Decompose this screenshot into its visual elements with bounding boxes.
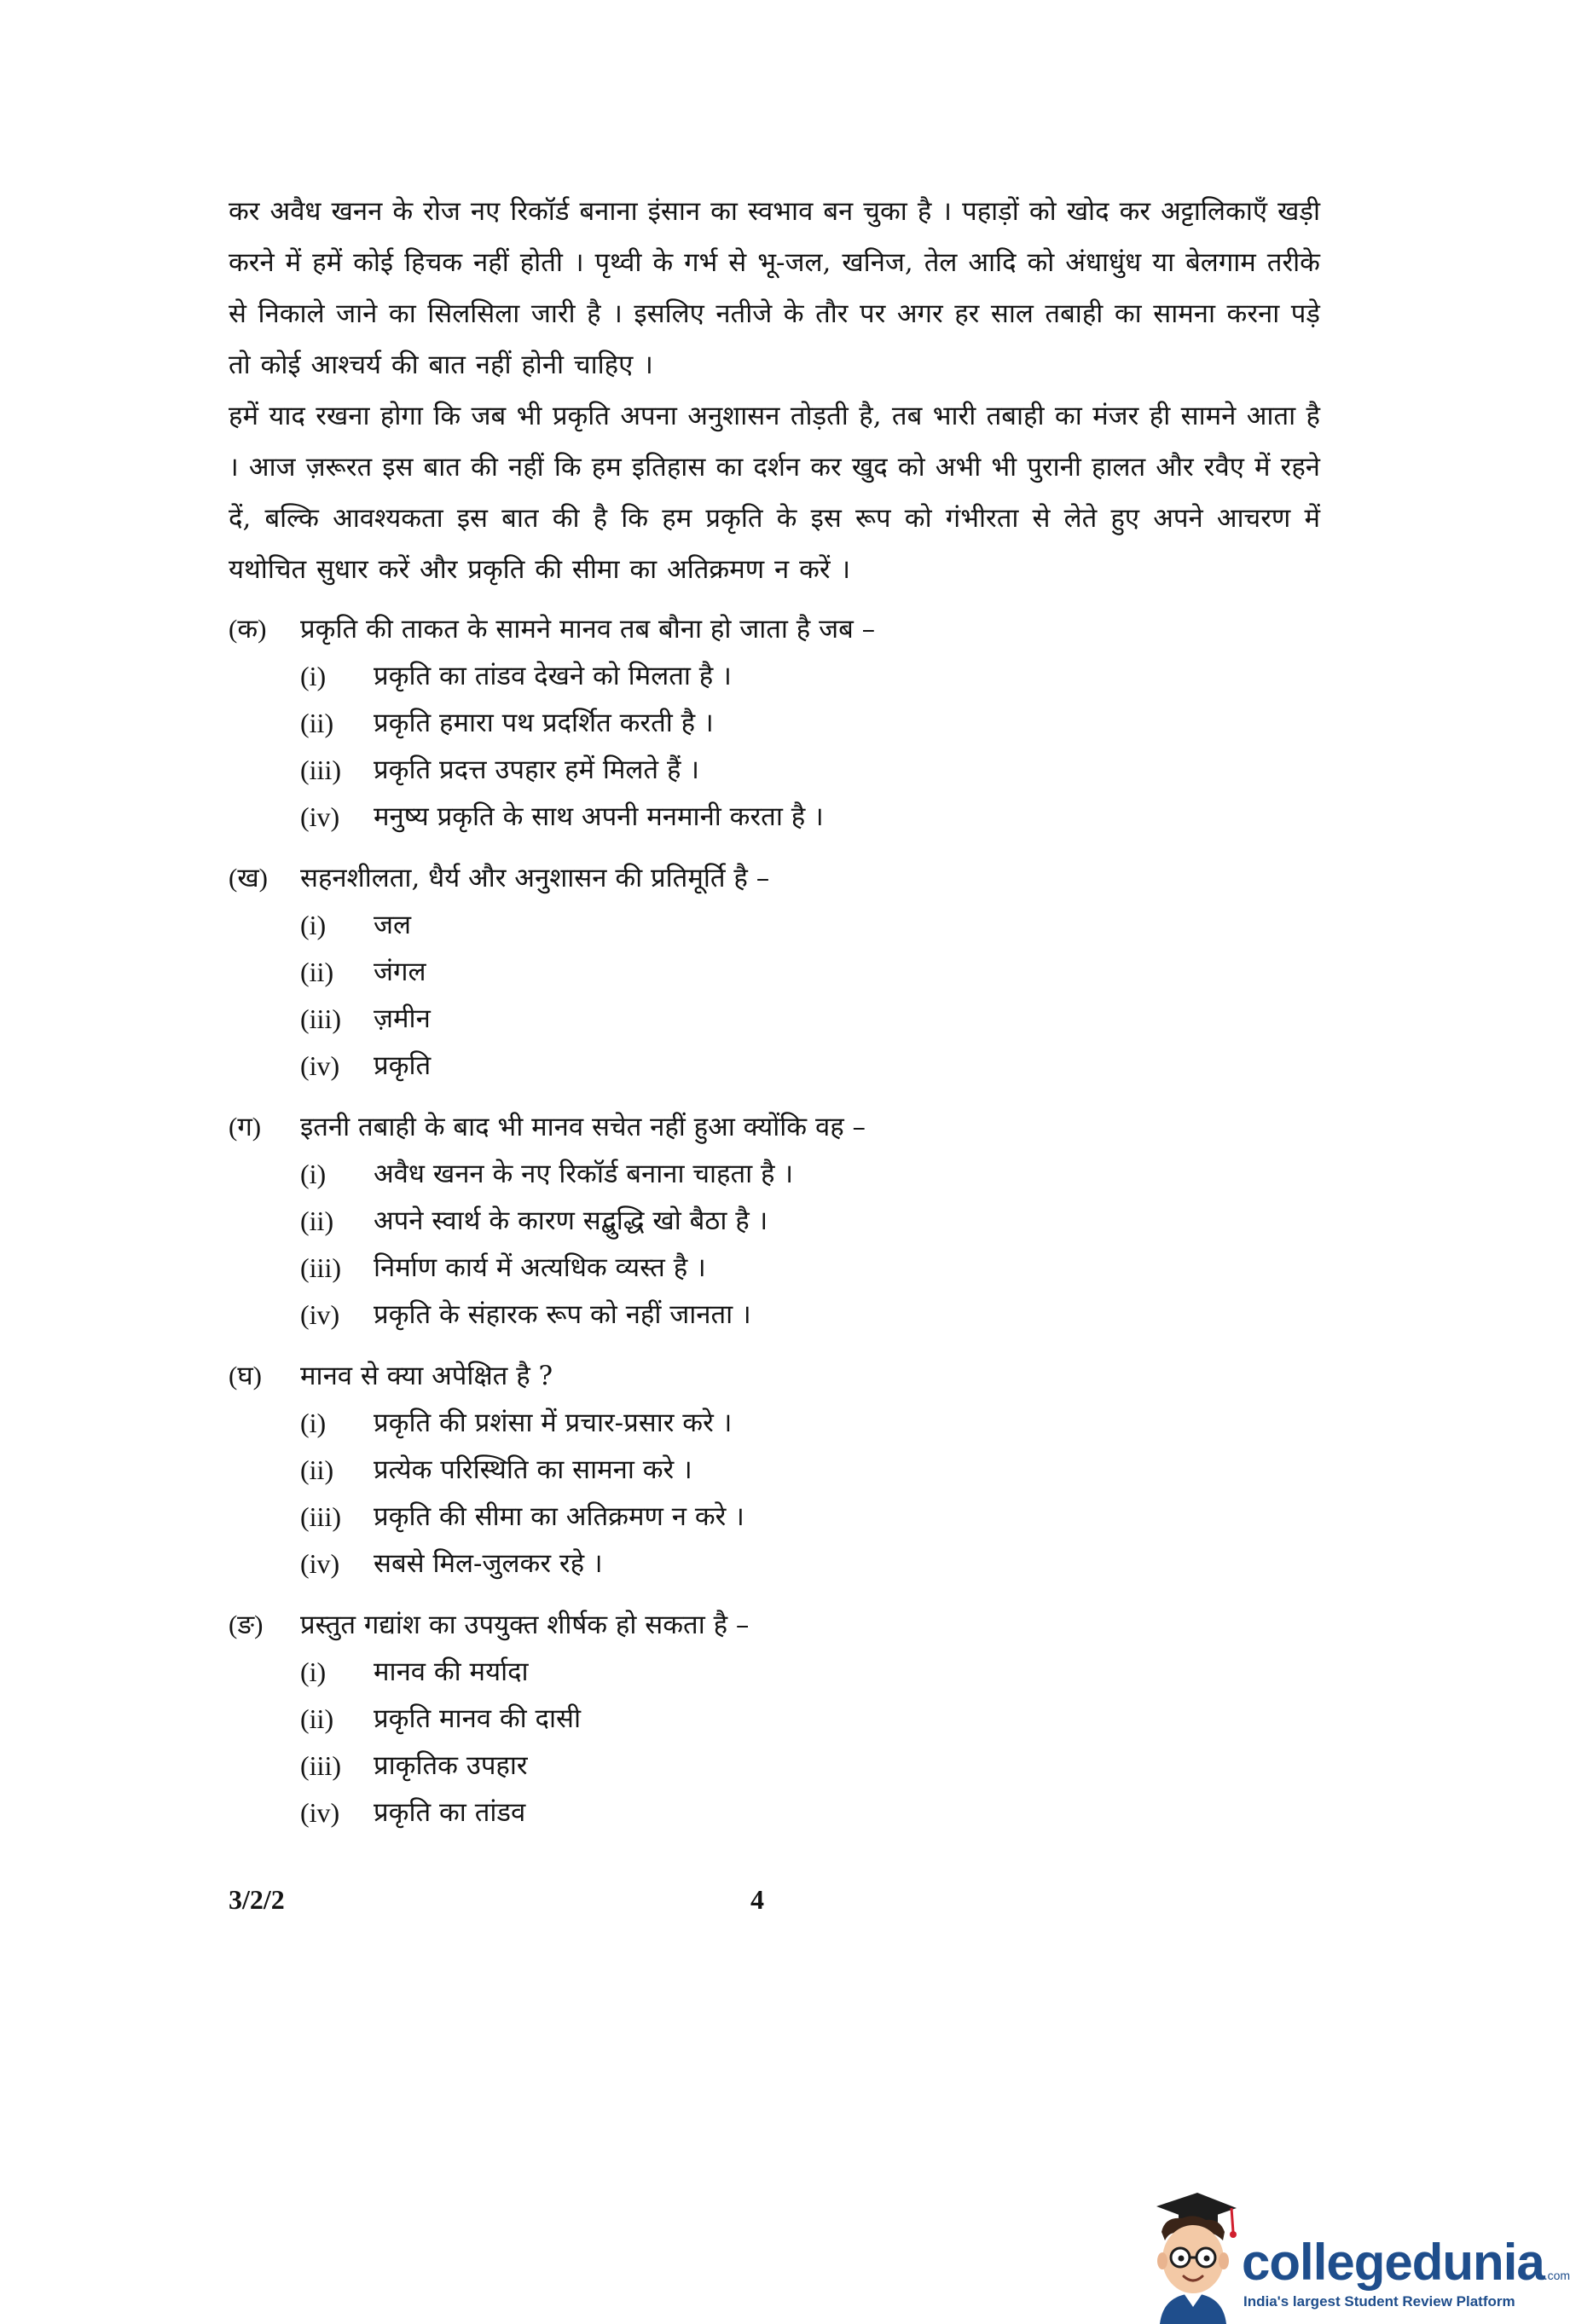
option-list <box>229 1649 1320 1836</box>
question-nga <box>229 1601 1320 1836</box>
option-text: प्रकृति <box>374 1050 432 1081</box>
option-item <box>229 1198 1320 1245</box>
option-text: अवैध खनन के नए रिकॉर्ड बनाना चाहता है । <box>374 1159 794 1189</box>
passage-paragraph-1: कर अवैध खनन के रोज नए रिकॉर्ड बनाना इंसान का स्वभाव बन चुका है । पहाड़ों को खोद कर अट्टालिकाएँ खड़ी करने में हमें कोई हिचक नहीं होती । पृथ्वी के गर्भ से भू-जल, खनिज, तेल आदि को अंधाधुंध या बेलगाम तरीके से निकाले जाने का सिलसिला जारी है । इसलिए नतीजे के तौर पर अगर हर साल तबाही का सामना करना पड़े तो कोई आश्चर्य की बात नहीं होनी चाहिए । <box>229 196 1320 380</box>
option-item <box>229 1789 1320 1836</box>
option-text: प्रकृति का तांडव <box>374 1797 526 1828</box>
option-text: प्रत्येक परिस्थिति का सामना करे । <box>374 1454 692 1485</box>
option-list <box>229 902 1320 1090</box>
option-marker: (iii) <box>300 754 341 785</box>
option-item <box>229 1541 1320 1587</box>
option-text: प्राकृतिक उपहार <box>374 1750 528 1781</box>
brand-tagline: India's largest Student Review Platform <box>1243 2293 1515 2310</box>
option-marker: (i) <box>300 661 327 691</box>
option-marker: (ii) <box>300 1703 334 1734</box>
option-marker: (ii) <box>300 957 334 987</box>
question-gha <box>229 1352 1320 1587</box>
option-text: प्रकृति की प्रशंसा में प्रचार-प्रसार करे । <box>374 1408 733 1438</box>
option-item <box>229 700 1320 747</box>
question-text: इतनी तबाही के बाद भी मानव सचेत नहीं हुआ क्योंकि वह – <box>300 1112 866 1142</box>
brand-wordmark: collegedunia <box>1242 2234 1544 2291</box>
option-marker: (ii) <box>300 708 334 738</box>
option-text: सबसे मिल-जुलकर रहे । <box>374 1548 603 1579</box>
option-marker: (i) <box>300 910 327 940</box>
option-item <box>229 1151 1320 1198</box>
option-text: निर्माण कार्य में अत्यधिक व्यस्त है । <box>374 1252 706 1283</box>
option-text: प्रकृति के संहारक रूप को नहीं जानता । <box>374 1299 751 1330</box>
option-text: मानव की मर्यादा <box>374 1656 529 1687</box>
option-item <box>229 1043 1320 1090</box>
option-marker: (iv) <box>300 1797 340 1828</box>
question-marker: (ङ) <box>229 1610 264 1639</box>
student-mascot-icon <box>1131 2188 1242 2324</box>
option-list <box>229 1400 1320 1587</box>
question-marker: (ग) <box>229 1112 262 1142</box>
option-item <box>229 1743 1320 1789</box>
option-item <box>229 1649 1320 1696</box>
option-marker: (iv) <box>300 1548 340 1579</box>
option-marker: (iii) <box>300 1501 341 1532</box>
option-text: ज़मीन <box>374 1003 431 1034</box>
option-item <box>229 794 1320 841</box>
question-ka <box>229 605 1320 841</box>
option-item <box>229 747 1320 794</box>
question-text: मानव से क्या अपेक्षित है ? <box>300 1361 553 1391</box>
option-text: जल <box>374 910 412 940</box>
option-text: प्रकृति का तांडव देखने को मिलता है । <box>374 661 732 691</box>
question-marker: (ख) <box>229 863 269 893</box>
option-marker: (iii) <box>300 1750 341 1781</box>
option-marker: (i) <box>300 1408 327 1438</box>
page-number: 4 <box>750 1884 764 1915</box>
question-text: सहनशीलता, धैर्य और अनुशासन की प्रतिमूर्ति है – <box>300 863 770 893</box>
option-marker: (i) <box>300 1159 327 1189</box>
collegedunia-logo <box>1131 2188 1570 2324</box>
option-item <box>229 1245 1320 1292</box>
option-text: अपने स्वार्थ के कारण सद्बुद्धि खो बैठा है । <box>374 1205 768 1236</box>
option-item <box>229 949 1320 996</box>
option-marker: (iii) <box>300 1003 341 1034</box>
question-text: प्रस्तुत गद्यांश का उपयुक्त शीर्षक हो सकता है – <box>300 1610 750 1640</box>
option-marker: (i) <box>300 1656 327 1687</box>
paper-code: 3/2/2 <box>229 1884 285 1915</box>
option-marker: (ii) <box>300 1454 334 1485</box>
option-item <box>229 653 1320 700</box>
question-text: प्रकृति की ताकत के सामने मानव तब बौना हो जाता है जब – <box>300 614 876 645</box>
option-marker: (ii) <box>300 1205 334 1236</box>
option-text: प्रकृति मानव की दासी <box>374 1703 582 1734</box>
option-item <box>229 1494 1320 1541</box>
option-text: जंगल <box>374 957 426 987</box>
passage-paragraph-2: हमें याद रखना होगा कि जब भी प्रकृति अपना अनुशासन तोड़ती है, तब भारी तबाही का मंजर ही सामने आता है । आज ज़रूरत इस बात की नहीं कि हम इतिहास का दर्शन कर खुद को अभी भी पुरानी हालत और रवैए में रहने दें, बल्कि आवश्यकता इस बात की है कि हम प्रकृति के इस रूप को गंभीरता से लेते हुए अपने आचरण में यथोचित सुधार करें और प्रकृति की सीमा का अतिक्रमण न करें । <box>229 401 1320 585</box>
option-item <box>229 1696 1320 1743</box>
question-list <box>229 605 1320 1850</box>
option-item <box>229 1292 1320 1338</box>
option-list <box>229 1151 1320 1338</box>
option-item <box>229 996 1320 1043</box>
option-marker: (iv) <box>300 801 340 832</box>
option-marker: (iv) <box>300 1050 340 1081</box>
question-ga <box>229 1103 1320 1338</box>
option-text: प्रकृति की सीमा का अतिक्रमण न करे । <box>374 1501 744 1532</box>
option-item <box>229 1400 1320 1447</box>
question-marker: (घ) <box>229 1361 262 1390</box>
option-text: मनुष्य प्रकृति के साथ अपनी मनमानी करता है । <box>374 801 824 832</box>
option-text: प्रकृति हमारा पथ प्रदर्शित करती है । <box>374 708 714 738</box>
reading-passage <box>229 186 1320 595</box>
question-kha <box>229 854 1320 1090</box>
brand-dotcom: .com <box>1544 2269 1570 2282</box>
option-item <box>229 1447 1320 1494</box>
option-list <box>229 653 1320 841</box>
option-item <box>229 902 1320 949</box>
brand-name <box>1242 2234 1570 2301</box>
question-marker: (क) <box>229 614 267 644</box>
option-marker: (iii) <box>300 1252 341 1283</box>
option-text: प्रकृति प्रदत्त उपहार हमें मिलते हैं । <box>374 754 700 785</box>
option-marker: (iv) <box>300 1299 340 1330</box>
